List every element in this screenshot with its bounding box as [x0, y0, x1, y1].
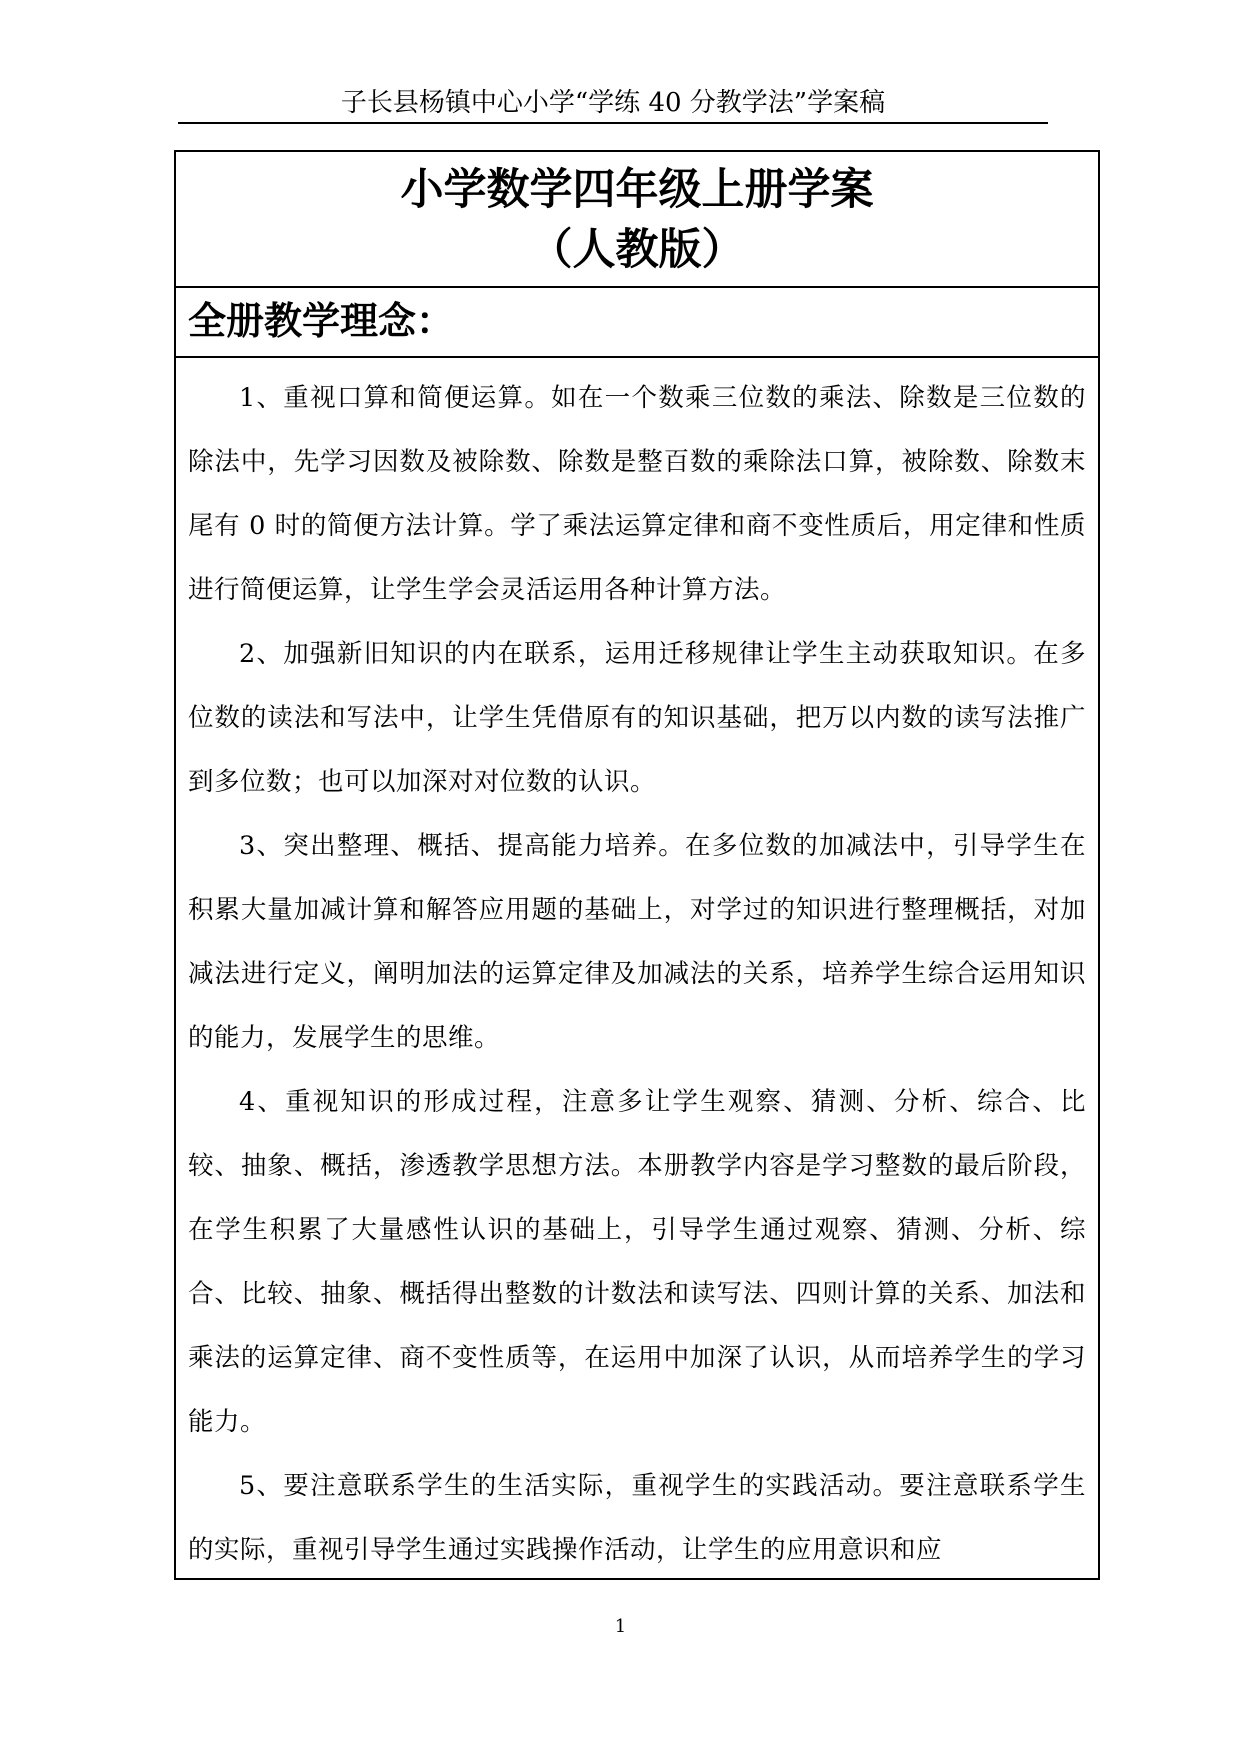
title-cell	[176, 152, 1098, 288]
paragraph-3: 3、突出整理、概括、提高能力培养。在多位数的加减法中，引导学生在积累大量加减计算和解答应用题的基础上，对学过的知识进行整理概括，对加减法进行定义，阐明加法的运算定律及加减法的关系，培养学生综合运用知识的能力，发展学生的思维。	[188, 831, 1086, 1053]
paragraph-1: 1、重视口算和简便运算。如在一个数乘三位数的乘法、除数是三位数的除法中，先学习因数及被除数、除数是整百数的乘除法口算，被除数、除数末尾有 0 时的简便方法计算。学了乘法运算定律和商不变性质后，用定律和性质进行简便运算，让学生学会灵活运用各种计算方法。	[188, 383, 1086, 605]
document-subtitle: （人教版）	[529, 225, 745, 275]
body-cell	[176, 358, 1098, 1578]
paragraph-5: 5、要注意联系学生的生活实际，重视学生的实践活动。要注意联系学生的实际，重视引导学生通过实践操作活动，让学生的应用意识和应	[188, 1471, 1086, 1565]
lesson-plan-table	[174, 150, 1100, 1580]
page-header: 子长县杨镇中心小学“学练 40 分教学法”学案稿	[178, 84, 1048, 124]
document-title: 小学数学四年级上册学案	[400, 165, 874, 215]
paragraph-2: 2、加强新旧知识的内在联系，运用迁移规律让学生主动获取知识。在多位数的读法和写法中，让学生凭借原有的知识基础，把万以内数的读写法推广到多位数；也可以加深对对位数的认识。	[188, 639, 1086, 797]
paragraph-4: 4、重视知识的形成过程，注意多让学生观察、猜测、分析、综合、比较、抽象、概括，渗透教学思想方法。本册教学内容是学习整数的最后阶段，在学生积累了大量感性认识的基础上，引导学生通过观察、猜测、分析、综合、比较、抽象、概括得出整数的计数法和读写法、四则计算的关系、加法和乘法的运算定律、商不变性质等，在运用中加深了认识，从而培养学生的学习能力。	[188, 1087, 1086, 1437]
section-heading: 全册教学理念：	[188, 299, 455, 343]
section-heading-cell	[176, 286, 1098, 358]
page-number: 1	[614, 1616, 627, 1637]
